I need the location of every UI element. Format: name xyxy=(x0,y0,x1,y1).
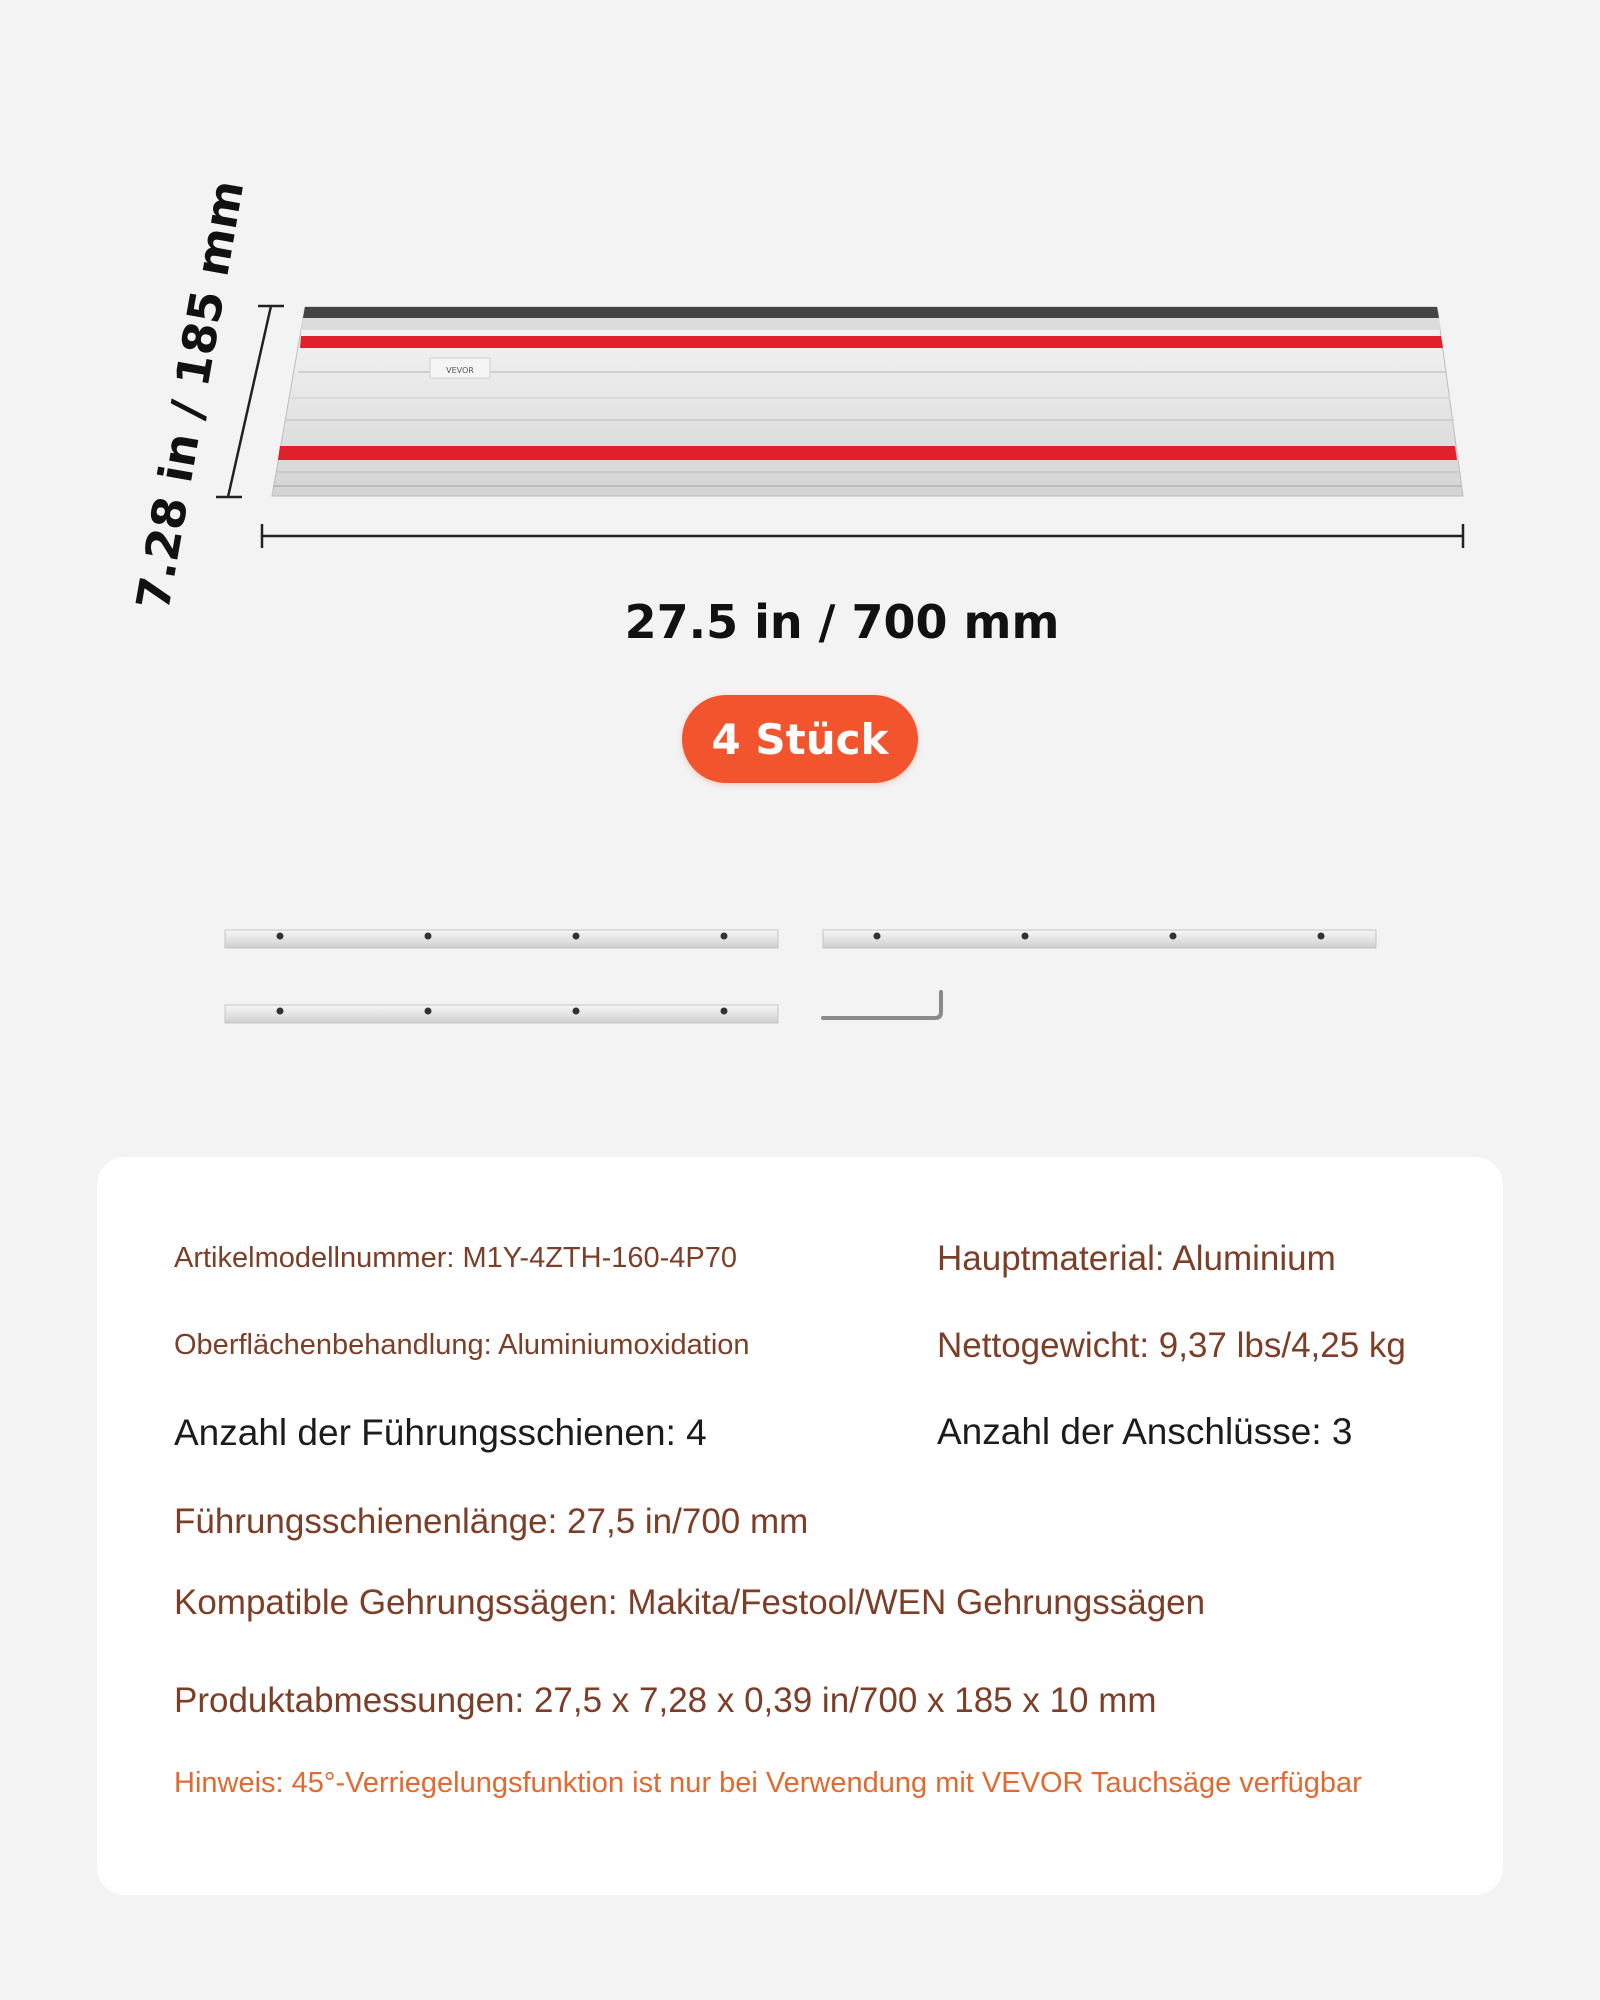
red-strip-upper xyxy=(300,336,1443,348)
rail-label-text: VEVOR xyxy=(446,366,474,375)
height-dimension-label: 7.28 in / 185 mm xyxy=(125,176,255,614)
spec-rail-length: Führungsschienenlänge: 27,5 in/700 mm xyxy=(174,1502,809,1541)
width-dimension-line xyxy=(262,524,1463,548)
width-dimension-label: 27.5 in / 700 mm xyxy=(624,595,1060,649)
spec-model-number: Artikelmodellnummer: M1Y-4ZTH-160-4P70 xyxy=(174,1242,738,1274)
spec-product-dimensions: Produktabmessungen: 27,5 x 7,28 x 0,39 in/700 x 185 x 10 mm xyxy=(174,1681,1157,1720)
guide-rail xyxy=(272,307,1463,496)
red-strip-lower xyxy=(278,446,1457,460)
spec-card xyxy=(97,1157,1503,1895)
spec-net-weight: Nettogewicht: 9,37 lbs/4,25 kg xyxy=(937,1326,1406,1365)
connector-bar xyxy=(225,1005,778,1023)
spec-note: Hinweis: 45°-Verriegelungsfunktion ist nur bei Verwendung mit VEVOR Tauchsäge verfügbar xyxy=(174,1767,1362,1799)
spec-main-material: Hauptmaterial: Aluminium xyxy=(937,1239,1336,1278)
quantity-badge: 4 Stück xyxy=(682,695,918,783)
connector-bar xyxy=(225,930,778,948)
hex-key-icon xyxy=(823,992,941,1018)
spec-rail-count: Anzahl der Führungsschienen: 4 xyxy=(174,1412,707,1453)
spec-surface-treatment: Oberflächenbehandlung: Aluminiumoxidation xyxy=(174,1329,750,1361)
spec-connector-count: Anzahl der Anschlüsse: 3 xyxy=(937,1411,1353,1452)
connector-bar xyxy=(823,930,1376,948)
spec-compatible-saws: Kompatible Gehrungssägen: Makita/Festool/WEN Gehrungssägen xyxy=(174,1583,1206,1622)
